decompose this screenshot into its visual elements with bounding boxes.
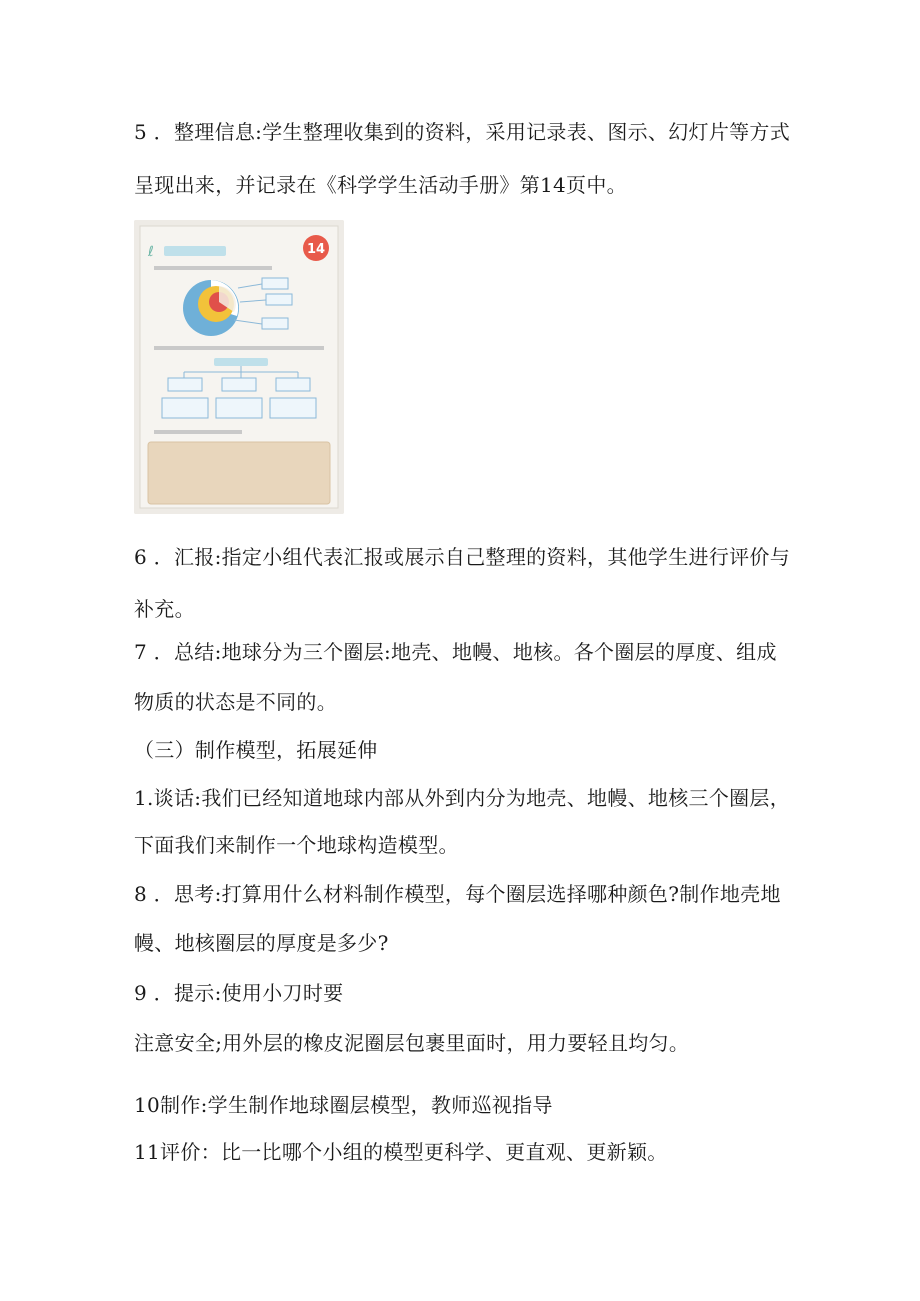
line-10: 10制作:学生制作地球圈层模型，教师巡视指导 [134,1093,553,1117]
line-11: 11评价：比一比哪个小组的模型更科学、更直观、更新颖。 [134,1140,668,1164]
line-7a: 7 ．总结:地球分为三个圈层:地壳、地幔、地核。各个圈层的厚度、组成 [134,640,777,664]
line-9b: 注意安全;用外层的橡皮泥圈层包裹里面时，用力要轻且均匀。 [134,1031,690,1055]
svg-text:ℓ: ℓ [148,244,154,260]
line-6a: 6 ．汇报:指定小组代表汇报或展示自己整理的资料，其他学生进行评价与 [134,545,791,569]
line-5b: 呈现出来，并记录在《科学学生活动手册》第14页中。 [134,173,627,197]
line-7b: 物质的状态是不同的。 [134,690,337,714]
workbook-page-photo [134,220,344,514]
line-8a: 8 ．思考:打算用什么材料制作模型，每个圈层选择哪种颜色?制作地壳地 [134,882,781,906]
line-1a: 1.谈话:我们已经知道地球内部从外到内分为地壳、地幔、地核三个圈层， [134,786,791,810]
line-8b: 幔、地核圈层的厚度是多少? [134,931,389,955]
line-5a: 5 ．整理信息:学生整理收集到的资料，采用记录表、图示、幻灯片等方式 [134,120,791,144]
line-9a: 9 ．提示:使用小刀时要 [134,981,344,1005]
svg-text:14: 14 [306,242,326,257]
line-1b: 下面我们来制作一个地球构造模型。 [134,833,459,857]
section-heading: （三）制作模型，拓展延伸 [134,738,378,762]
line-6b: 补充。 [134,597,195,621]
